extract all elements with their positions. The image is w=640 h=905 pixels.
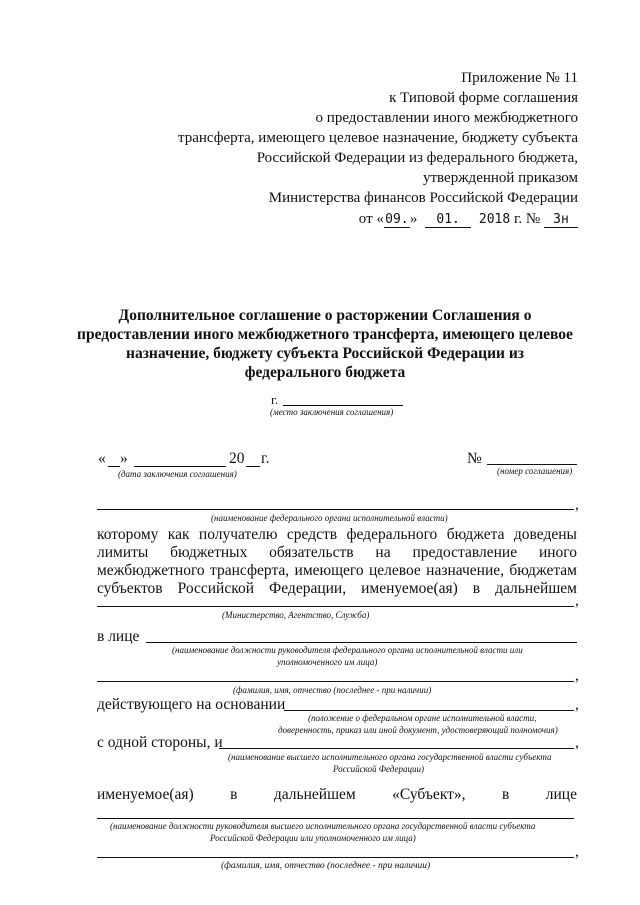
place-caption: (место заключения соглашения) xyxy=(270,407,394,417)
order-prefix: от « xyxy=(358,211,384,227)
date-open-quote: « xyxy=(98,450,106,467)
ministry-caption: (Министерство, Агентство, Служба) xyxy=(222,610,370,620)
word: на xyxy=(375,544,391,561)
order-month: 01. xyxy=(425,212,471,228)
word: обязательств xyxy=(269,544,354,561)
title-line-1: Дополнительное соглашение о расторжении Соглашения о xyxy=(118,307,532,324)
word: именуемое(ая) xyxy=(97,786,194,803)
word: дальнейшем xyxy=(495,580,577,597)
word: имеющего xyxy=(294,562,364,579)
comma: , xyxy=(575,734,579,751)
position-caption-1: (наименование должности руководителя федерального органа исполнительной власти или xyxy=(172,645,523,655)
paragraph-line-4 xyxy=(97,580,577,598)
word: лимиты xyxy=(97,544,149,561)
paragraph-line-3 xyxy=(97,562,577,580)
fio-caption: (фамилия, имя, отчество (последнее - при наличии) xyxy=(233,685,432,695)
basis-caption-2: доверенность, приказ или иной документ, удостоверяющий полномочия) xyxy=(278,725,558,735)
order-number: 3н xyxy=(544,212,578,228)
word: именуемое(ая) xyxy=(361,580,458,597)
word: бюджетам xyxy=(509,562,577,579)
word: целевое xyxy=(368,562,421,579)
title-line-3: назначение, бюджету субъекта Российской Федерации из xyxy=(126,345,524,362)
date-year-field[interactable] xyxy=(246,466,260,467)
document-title xyxy=(70,306,580,382)
word: межбюджетного xyxy=(97,562,205,579)
place-field[interactable] xyxy=(283,405,403,406)
word: предоставление xyxy=(412,544,518,561)
comma: , xyxy=(575,496,579,513)
number-caption: (номер соглашения) xyxy=(497,466,573,476)
word: в xyxy=(502,786,510,803)
number-sign: № xyxy=(467,450,482,467)
comma: , xyxy=(575,592,579,609)
subject-official-name-field[interactable] xyxy=(97,857,574,858)
position-caption-2: уполномоченного им лица) xyxy=(277,657,378,667)
paragraph-line-1 xyxy=(97,526,577,544)
header-line-3: о предоставлении иного межбюджетного xyxy=(315,110,578,126)
word: Российской xyxy=(177,580,254,597)
subject-caption-2: Российской Федерации) xyxy=(333,764,424,774)
agreement-number-field[interactable] xyxy=(487,464,577,465)
federal-body-caption: (наименование федерального органа исполнительной власти) xyxy=(211,513,448,523)
named-subject-line xyxy=(97,786,577,804)
paragraph-line-2 xyxy=(97,544,577,562)
order-quote: » xyxy=(409,211,418,227)
header-line-4: трансферта, имеющего целевое назначение, бюджету субъекта xyxy=(177,130,578,146)
word: которому xyxy=(97,526,159,543)
title-line-4: федерального бюджета xyxy=(244,364,406,381)
word: Федерации, xyxy=(269,580,347,597)
header-line-6: утвержденной приказом xyxy=(422,170,578,186)
federal-body-field[interactable] xyxy=(97,509,574,510)
comma: , xyxy=(575,843,579,860)
date-year-suffix: г. xyxy=(261,450,270,467)
word: назначение, xyxy=(426,562,505,579)
order-year: 2018 xyxy=(478,212,511,227)
header-line-7: Министерства финансов Российской Федерации xyxy=(268,190,578,206)
date-month-field[interactable] xyxy=(134,466,226,467)
word: в xyxy=(472,580,481,597)
header-line-1: Приложение № 11 xyxy=(461,70,578,86)
word: получателю xyxy=(198,526,278,543)
date-close-quote: » xyxy=(120,450,128,467)
word: субъектов xyxy=(97,580,163,597)
date-year-prefix: 20 xyxy=(229,450,245,467)
word: «Субъект», xyxy=(392,786,466,803)
header-line-2: к Типовой форме соглашения xyxy=(389,90,578,106)
ministry-field[interactable] xyxy=(97,606,574,607)
basis-document-field[interactable] xyxy=(284,710,574,711)
word: дальнейшем xyxy=(273,786,356,803)
word: лице xyxy=(545,786,577,803)
word: федерального xyxy=(346,526,438,543)
comma: , xyxy=(575,667,579,684)
subject-position-caption-1: (наименование должности руководителя высшего исполнительного органа государственной власти субъекта xyxy=(110,821,536,831)
comma: , xyxy=(575,696,579,713)
header-line-5: Российской Федерации из федерального бюджета, xyxy=(256,150,578,166)
place-label: г. xyxy=(271,392,279,407)
date-day-field[interactable] xyxy=(108,466,120,467)
subject-position-caption-2: Российской Федерации или уполномоченного им лица) xyxy=(210,833,416,843)
word: трансферта, xyxy=(210,562,290,579)
order-year-suffix: г. № xyxy=(513,211,541,227)
word: бюджета xyxy=(446,526,505,543)
date-caption: (дата заключения соглашения) xyxy=(118,469,237,479)
basis-caption-1: (положение о федеральном органе исполнительной власти, xyxy=(308,713,537,723)
word: средств xyxy=(286,526,338,543)
acting-basis-label: действующего на основании xyxy=(97,696,286,713)
order-reference xyxy=(359,211,578,228)
fio-caption-2: (фамилия, имя, отчество (последнее - при наличии) xyxy=(221,861,431,871)
word: бюджетных xyxy=(170,544,248,561)
subject-caption-1: (наименование высшего исполнительного органа государственной власти субъекта xyxy=(228,752,552,762)
one-side-label: с одной стороны, и xyxy=(97,734,223,751)
official-name-field[interactable] xyxy=(97,681,574,682)
word: как xyxy=(167,526,190,543)
regional-body-field[interactable] xyxy=(219,748,574,749)
order-day: 09. xyxy=(385,212,409,227)
official-position-field[interactable] xyxy=(146,642,577,643)
word: иного xyxy=(538,544,577,561)
in-person-label: в лице xyxy=(97,628,140,645)
word: в xyxy=(230,786,238,803)
subject-official-position-field[interactable] xyxy=(97,818,574,819)
word: доведены xyxy=(513,526,577,543)
title-line-2: предоставлении иного межбюджетного трансферта, имеющего целевое xyxy=(77,326,573,343)
